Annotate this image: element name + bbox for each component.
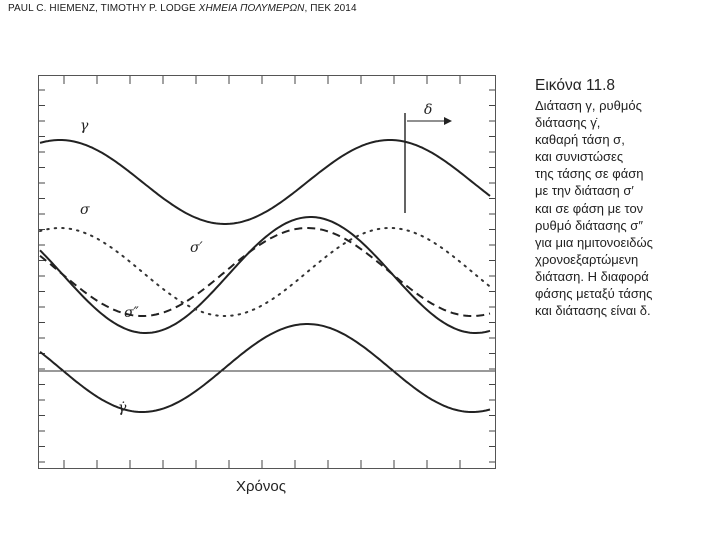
caption-line: της τάσης σε φάση bbox=[535, 166, 644, 182]
strain-rate-label: γ̇ bbox=[118, 400, 127, 416]
caption-line: και σε φάση με τον bbox=[535, 200, 644, 216]
caption-line: και συνιστώσες bbox=[535, 149, 624, 165]
caption-line: ρυθμό διάτασης σ″ bbox=[535, 217, 643, 233]
caption-line: διάταση. Η διαφορά bbox=[535, 268, 649, 284]
phase-lag-label: δ bbox=[424, 102, 433, 118]
frame-ticks bbox=[39, 76, 495, 468]
out-of-phase-stress-label: σ″ bbox=[124, 305, 139, 321]
caption-line: καθαρή τάση σ, bbox=[535, 132, 625, 148]
strain-label: γ bbox=[80, 118, 89, 134]
caption-line: χρονοεξαρτώμενη bbox=[535, 251, 639, 267]
out-of-phase-stress-curve bbox=[40, 228, 490, 316]
citation-publisher: , ΠΕΚ 2014 bbox=[304, 3, 357, 14]
caption-title: Εικόνα 11.8 bbox=[535, 77, 615, 94]
caption-line: με την διάταση σ′ bbox=[535, 183, 634, 199]
caption-line: και διάτασης είναι δ. bbox=[535, 303, 651, 319]
citation-authors: PAUL C. HIEMENZ, TIMOTHY P. LODGE bbox=[8, 3, 199, 14]
in-phase-stress-label: σ′ bbox=[190, 240, 203, 256]
caption-line: για μια ημιτονοειδώς bbox=[535, 234, 653, 250]
citation-book-title: ΧΗΜΕΙΑ ΠΟΛΥΜΕΡΩΝ bbox=[198, 3, 305, 14]
strain-curve bbox=[40, 140, 490, 224]
stress-label: σ bbox=[80, 202, 90, 218]
phase-lag-arrowhead-icon bbox=[444, 117, 452, 125]
stress-curve bbox=[40, 217, 490, 333]
caption-line: διάτασης γ̇, bbox=[535, 115, 601, 131]
figure-caption bbox=[535, 76, 715, 319]
x-axis-label: Χρόνος bbox=[236, 478, 286, 495]
caption-line: φάσης μεταξύ τάσης bbox=[535, 286, 653, 302]
caption-line: Διάταση γ, ρυθμός bbox=[535, 98, 642, 113]
strain-rate-curve bbox=[40, 324, 490, 412]
